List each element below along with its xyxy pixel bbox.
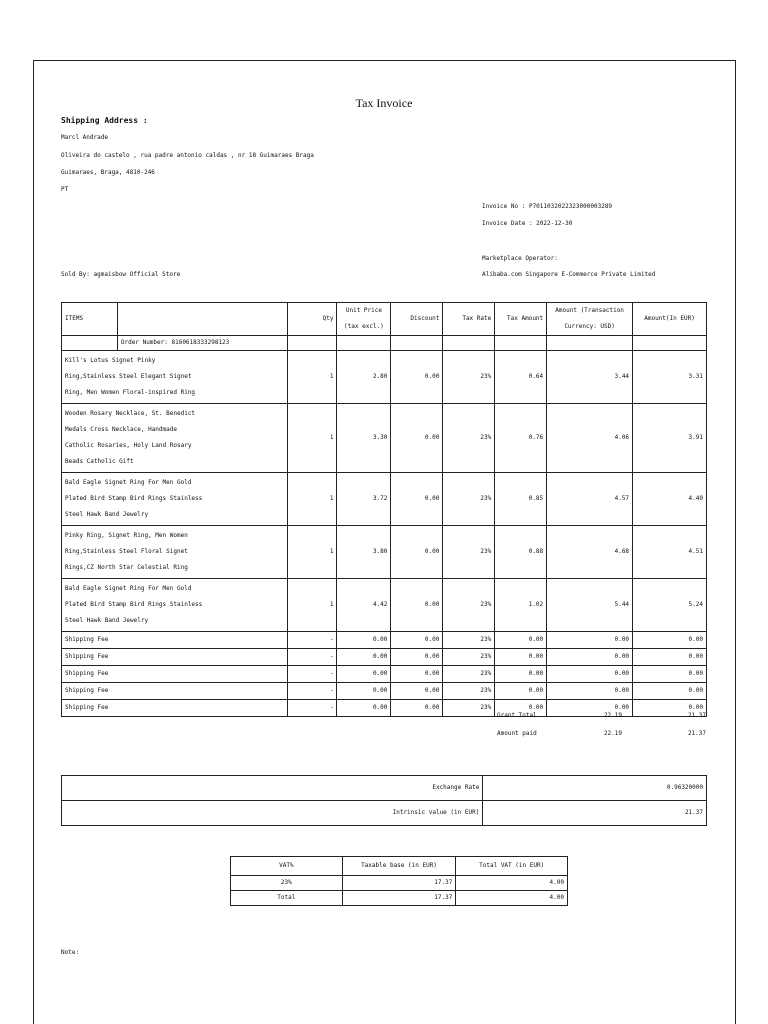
- vat-total-base: 17.37: [342, 891, 456, 906]
- header-unit-price-line2: (tax excl.): [344, 323, 384, 330]
- header-unit-price: [337, 303, 391, 336]
- fee-qty: -: [287, 700, 337, 717]
- header-unit-price-line1: Unit Price: [345, 307, 382, 314]
- fee-amount-usd: 0.00: [547, 649, 633, 666]
- order-cell: [337, 336, 391, 351]
- item-amount-usd: 4.68: [547, 526, 633, 579]
- shipping-address-line1: Oliveira do castelo , rua padre antonio caldas , nr 18 Guimaraes Braga: [61, 152, 314, 159]
- fee-amount-usd: 0.00: [547, 632, 633, 649]
- item-tax-amount: 0.88: [495, 526, 547, 579]
- fee-row: [62, 632, 707, 649]
- item-description-line: Plated Bird Stamp Bird Rings Stainless: [65, 495, 203, 502]
- fee-discount: 0.00: [391, 632, 443, 649]
- item-description: [62, 404, 288, 473]
- shipping-address-line2: Guimaraes, Braga, 4810-246: [61, 169, 155, 176]
- marketplace-operator-label: Marketplace Operator:: [482, 255, 558, 262]
- fee-tax-rate: 23%: [443, 632, 495, 649]
- item-tax-amount: 0.76: [495, 404, 547, 473]
- sold-by: Sold By: agmaisbow Official Store: [61, 271, 181, 278]
- item-amount-eur: 3.91: [633, 404, 707, 473]
- order-cell: [391, 336, 443, 351]
- order-cell: [287, 336, 337, 351]
- fee-unit-price: 0.00: [337, 632, 391, 649]
- fee-qty: -: [287, 649, 337, 666]
- fee-tax-rate: 23%: [443, 649, 495, 666]
- item-description: [62, 351, 288, 404]
- fee-tax-amount: 0.00: [495, 666, 547, 683]
- item-unit-price: 3.80: [337, 526, 391, 579]
- fee-tax-amount: 0.00: [495, 683, 547, 700]
- header-amount-usd: [547, 303, 633, 336]
- fee-amount-eur: 0.00: [633, 683, 707, 700]
- item-qty: 1: [287, 351, 337, 404]
- item-amount-eur: 5.24: [633, 579, 707, 632]
- fee-tax-amount: 0.00: [495, 649, 547, 666]
- fee-amount-usd: 0.00: [547, 700, 633, 717]
- table-row: [62, 351, 707, 404]
- fee-description: Shipping Fee: [62, 700, 288, 717]
- exchange-table: [61, 775, 707, 826]
- item-qty: 1: [287, 473, 337, 526]
- fee-tax-rate: 23%: [443, 683, 495, 700]
- fee-row: [62, 683, 707, 700]
- item-discount: 0.00: [391, 404, 443, 473]
- items-header-row: [62, 303, 707, 336]
- item-unit-price: 3.72: [337, 473, 391, 526]
- item-tax-rate: 23%: [443, 526, 495, 579]
- item-tax-amount: 0.85: [495, 473, 547, 526]
- invoice-title: Tax Invoice: [355, 96, 413, 110]
- order-blank: [62, 336, 118, 351]
- fee-unit-price: 0.00: [337, 700, 391, 717]
- item-description-line: Steel Hawk Band Jewelry: [65, 617, 149, 624]
- shipping-heading: Shipping Address :: [61, 116, 148, 125]
- fee-discount: 0.00: [391, 649, 443, 666]
- item-tax-amount: 1.02: [495, 579, 547, 632]
- item-unit-price: 2.80: [337, 351, 391, 404]
- item-unit-price: 3.30: [337, 404, 391, 473]
- fee-description: Shipping Fee: [62, 632, 288, 649]
- fee-row: [62, 649, 707, 666]
- vat-total-label: Total: [231, 891, 343, 906]
- vat-base: 17.37: [342, 876, 456, 891]
- header-amount-eur: Amount(In EUR): [633, 303, 707, 336]
- vat-table: [230, 856, 568, 906]
- header-qty: Qty: [287, 303, 337, 336]
- grant-total-usd: 22.19: [603, 712, 622, 719]
- intrinsic-value: 21.37: [483, 801, 707, 826]
- vat-total-amount: 4.00: [456, 891, 568, 906]
- order-cell: [547, 336, 633, 351]
- vat-header-row: [231, 857, 568, 876]
- fee-discount: 0.00: [391, 700, 443, 717]
- item-rows: [62, 351, 707, 632]
- item-qty: 1: [287, 579, 337, 632]
- fee-qty: -: [287, 683, 337, 700]
- item-tax-rate: 23%: [443, 404, 495, 473]
- item-amount-usd: 4.57: [547, 473, 633, 526]
- item-discount: 0.00: [391, 526, 443, 579]
- fee-amount-eur: 0.00: [633, 666, 707, 683]
- table-row: [62, 579, 707, 632]
- intrinsic-value-label: Intrinsic value (in EUR): [62, 801, 483, 826]
- fee-amount-eur: 0.00: [633, 649, 707, 666]
- fee-description: Shipping Fee: [62, 649, 288, 666]
- fee-discount: 0.00: [391, 666, 443, 683]
- fee-qty: -: [287, 666, 337, 683]
- order-cell: [495, 336, 547, 351]
- item-amount-eur: 3.31: [633, 351, 707, 404]
- invoice-number: Invoice No : P7011032022323000003289: [482, 203, 613, 210]
- fee-discount: 0.00: [391, 683, 443, 700]
- fee-amount-usd: 0.00: [547, 666, 633, 683]
- vat-header-base: Taxable base (in EUR): [342, 857, 456, 876]
- amount-paid-label: Amount paid: [497, 730, 537, 737]
- item-amount-usd: 3.44: [547, 351, 633, 404]
- fee-amount-eur: 0.00: [633, 632, 707, 649]
- grant-total-eur: 21.37: [687, 712, 706, 719]
- fee-qty: -: [287, 632, 337, 649]
- exchange-rate-row: [62, 776, 707, 801]
- item-description: [62, 473, 288, 526]
- table-row: [62, 404, 707, 473]
- vat-total-row: [231, 891, 568, 906]
- shipping-country: PT: [61, 186, 69, 193]
- item-tax-rate: 23%: [443, 351, 495, 404]
- item-description-line: Steel Hawk Band Jewelry: [65, 511, 149, 518]
- item-description-line: Ring, Men Women Floral-inspired Ring: [65, 389, 196, 396]
- fee-row: [62, 666, 707, 683]
- fee-unit-price: 0.00: [337, 666, 391, 683]
- item-discount: 0.00: [391, 579, 443, 632]
- item-description-line: Ring,Stainless Steel Floral Signet: [65, 548, 188, 555]
- header-amount-usd-line1: Amount (Transaction: [555, 307, 624, 314]
- order-number-row: [62, 336, 707, 351]
- item-qty: 1: [287, 526, 337, 579]
- item-description-line: Bald Eagle Signet Ring For Men Gold: [65, 479, 192, 486]
- item-discount: 0.00: [391, 473, 443, 526]
- grant-total-label: Grant Total: [497, 712, 537, 719]
- item-description-line: Medals Cross Necklace, Handmade: [65, 426, 177, 433]
- item-description-line: Beads Catholic Gift: [65, 458, 134, 465]
- amount-paid-usd: 22.19: [603, 730, 622, 737]
- shipping-name: Marcl Andrade: [61, 134, 108, 141]
- exchange-rate-value: 0.96320000: [483, 776, 707, 801]
- header-tax-rate: Tax Rate: [443, 303, 495, 336]
- marketplace-operator-name: Alibaba.com Singapore E-Commerce Private Limited: [482, 271, 656, 278]
- item-description-line: Catholic Rosaries, Holy Land Rosary: [65, 442, 192, 449]
- amount-paid-eur: 21.37: [687, 730, 706, 737]
- vat-rate: 23%: [231, 876, 343, 891]
- header-spacer: [117, 303, 287, 336]
- fee-tax-rate: 23%: [443, 666, 495, 683]
- fee-description: Shipping Fee: [62, 683, 288, 700]
- header-amount-usd-line2: Currency: USD): [564, 323, 615, 330]
- item-description-line: Ring,Stainless Steel Elegant Signet: [65, 373, 192, 380]
- item-description-line: Wooden Rosary Necklace, St. Benedict: [65, 410, 196, 417]
- item-unit-price: 4.42: [337, 579, 391, 632]
- vat-total: 4.00: [456, 876, 568, 891]
- item-qty: 1: [287, 404, 337, 473]
- item-discount: 0.00: [391, 351, 443, 404]
- header-discount: Discount: [391, 303, 443, 336]
- item-description-line: Pinky Ring, Signet Ring, Men Women: [65, 532, 188, 539]
- item-tax-rate: 23%: [443, 579, 495, 632]
- item-amount-eur: 4.40: [633, 473, 707, 526]
- item-description-line: Plated Bird Stamp Bird Rings Stainless: [65, 601, 203, 608]
- header-tax-amount: Tax Amount: [495, 303, 547, 336]
- fee-rows: [62, 632, 707, 717]
- order-number: Order Number: 8160618333298123: [117, 336, 287, 351]
- intrinsic-value-row: [62, 801, 707, 826]
- item-description: [62, 579, 288, 632]
- fee-unit-price: 0.00: [337, 649, 391, 666]
- header-items: ITEMS: [62, 303, 118, 336]
- item-description-line: Kill's Lotus Signet Pinky: [65, 357, 156, 364]
- order-cell: [633, 336, 707, 351]
- invoice-date: Invoice Date : 2022-12-30: [482, 220, 573, 227]
- fee-amount-eur: 0.00: [633, 700, 707, 717]
- item-amount-usd: 5.44: [547, 579, 633, 632]
- fee-description: Shipping Fee: [62, 666, 288, 683]
- vat-header-total: Total VAT (in EUR): [456, 857, 568, 876]
- fee-tax-amount: 0.00: [495, 632, 547, 649]
- item-description-line: Rings,CZ North Star Celestial Ring: [65, 564, 188, 571]
- item-description: [62, 526, 288, 579]
- item-tax-amount: 0.64: [495, 351, 547, 404]
- table-row: [62, 473, 707, 526]
- item-description-line: Bald Eagle Signet Ring For Men Gold: [65, 585, 192, 592]
- vat-row: [231, 876, 568, 891]
- items-table: [61, 302, 707, 717]
- vat-header-rate: VAT%: [231, 857, 343, 876]
- fee-tax-rate: 23%: [443, 700, 495, 717]
- exchange-rate-label: Exchange Rate: [62, 776, 483, 801]
- item-amount-eur: 4.51: [633, 526, 707, 579]
- table-row: [62, 526, 707, 579]
- fee-amount-usd: 0.00: [547, 683, 633, 700]
- fee-unit-price: 0.00: [337, 683, 391, 700]
- item-tax-rate: 23%: [443, 473, 495, 526]
- item-amount-usd: 4.06: [547, 404, 633, 473]
- note-label: Note:: [61, 949, 80, 956]
- order-cell: [443, 336, 495, 351]
- fee-tax-amount: 0.00: [495, 700, 547, 717]
